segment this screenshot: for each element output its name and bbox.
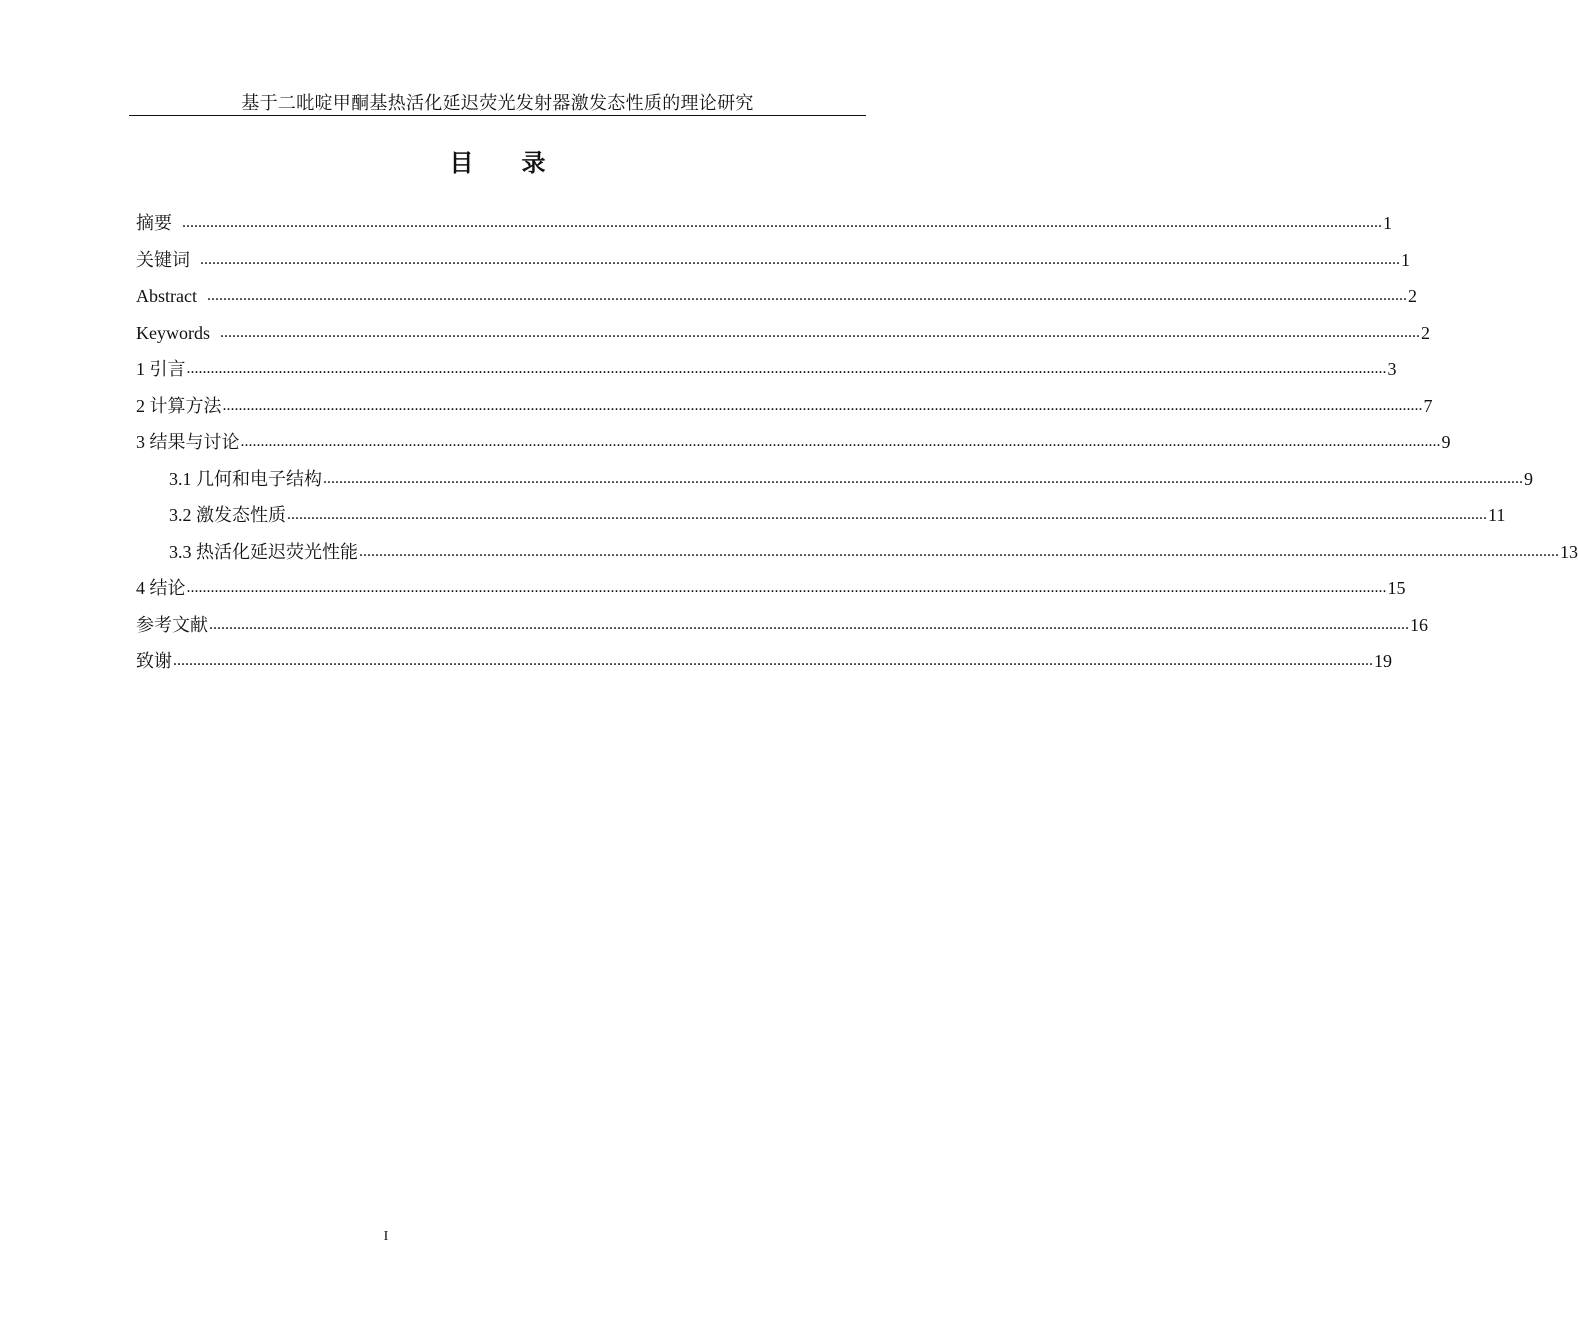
- page-number: I: [383, 1229, 389, 1244]
- toc-entry-page: 9: [1524, 468, 1533, 489]
- toc-entry-geometry[interactable]: [136, 465, 1533, 502]
- toc-entry-introduction[interactable]: [136, 355, 1397, 392]
- toc-list: [136, 209, 1578, 684]
- toc-title-char-1: 目: [449, 149, 474, 177]
- toc-entry-label: 2 计算方法: [136, 395, 222, 416]
- toc-entry-page: 9: [1441, 432, 1451, 452]
- toc-entry-label: 4 结论: [136, 578, 186, 598]
- toc-entry-label: 摘要: [136, 213, 172, 233]
- toc-entry-label: 参考文献: [136, 614, 208, 635]
- toc-entry-page: 16: [1410, 614, 1428, 635]
- toc-entry-label: 3 结果与讨论: [136, 432, 240, 452]
- toc-entry-label: 3.2 激发态性质: [169, 505, 286, 525]
- toc-entry-methods[interactable]: [136, 392, 1433, 429]
- toc-entry-page: 15: [1387, 578, 1406, 598]
- toc-leader-dots: ............................................................................................................................................................................................................................................................................................................: [173, 652, 1373, 669]
- toc-leader-dots: ............................................................................................................................................................................................................................................................................................................: [186, 579, 1387, 596]
- toc-entry-page: 7: [1423, 395, 1433, 416]
- toc-entry-conclusion[interactable]: [136, 574, 1406, 611]
- toc-entry-page: 2: [1407, 286, 1417, 306]
- toc-leader-dots: ............................................................................................................................................................................................................................................................................................................: [220, 323, 1420, 341]
- toc-entry-references[interactable]: [136, 611, 1428, 648]
- toc-leader-dots: ............................................................................................................................................................................................................................................................................................................: [182, 214, 1382, 231]
- running-header: 基于二吡啶甲酮基热活化延迟荧光发射器激发态性质的理论研究: [241, 93, 754, 113]
- toc-entry-abstract-en[interactable]: [136, 282, 1417, 319]
- toc-entry-excited-states[interactable]: [136, 501, 1506, 538]
- toc-leader-dots: ............................................................................................................................................................................................................................................................................................................: [240, 433, 1441, 450]
- toc-title: [0, 147, 995, 179]
- toc-entry-page: 13: [1560, 541, 1578, 562]
- toc-entry-page: 1: [1401, 249, 1410, 270]
- toc-entry-results[interactable]: [136, 428, 1451, 465]
- toc-title-char-2: 录: [521, 149, 546, 177]
- toc-entry-tadf[interactable]: [136, 538, 1578, 575]
- header-rule: [129, 115, 866, 116]
- toc-leader-dots: ............................................................................................................................................................................................................................................................................................................: [287, 506, 1487, 523]
- toc-entry-acknowledgements[interactable]: [136, 647, 1392, 684]
- toc-entry-label: 1 引言: [136, 359, 186, 379]
- toc-entry-label: 致谢: [136, 651, 172, 671]
- toc-entry-label: 3.3 热活化延迟荧光性能: [169, 541, 358, 562]
- toc-leader-dots: ............................................................................................................................................................................................................................................................................................................: [359, 542, 1559, 560]
- toc-leader-dots: ............................................................................................................................................................................................................................................................................................................: [200, 250, 1400, 268]
- toc-leader-dots: ............................................................................................................................................................................................................................................................................................................: [206, 287, 1407, 304]
- toc-entry-label: Abstract: [136, 286, 197, 306]
- toc-leader-dots: ............................................................................................................................................................................................................................................................................................................: [186, 360, 1387, 377]
- toc-entry-keywords-en[interactable]: [136, 319, 1430, 356]
- toc-entry-keywords-cn[interactable]: [136, 246, 1410, 283]
- toc-entry-page: 11: [1488, 505, 1506, 525]
- toc-leader-dots: ............................................................................................................................................................................................................................................................................................................: [209, 615, 1409, 633]
- toc-entry-page: 2: [1421, 322, 1430, 343]
- toc-entry-abstract-cn[interactable]: [136, 209, 1392, 246]
- toc-entry-label: 关键词: [136, 249, 190, 270]
- toc-entry-page: 3: [1387, 359, 1397, 379]
- toc-entry-page: 19: [1374, 651, 1392, 671]
- toc-leader-dots: ............................................................................................................................................................................................................................................................................................................: [222, 396, 1423, 414]
- toc-entry-label: Keywords: [136, 322, 210, 343]
- toc-leader-dots: ............................................................................................................................................................................................................................................................................................................: [323, 469, 1523, 487]
- toc-entry-label: 3.1 几何和电子结构: [169, 468, 322, 489]
- toc-entry-page: 1: [1383, 213, 1392, 233]
